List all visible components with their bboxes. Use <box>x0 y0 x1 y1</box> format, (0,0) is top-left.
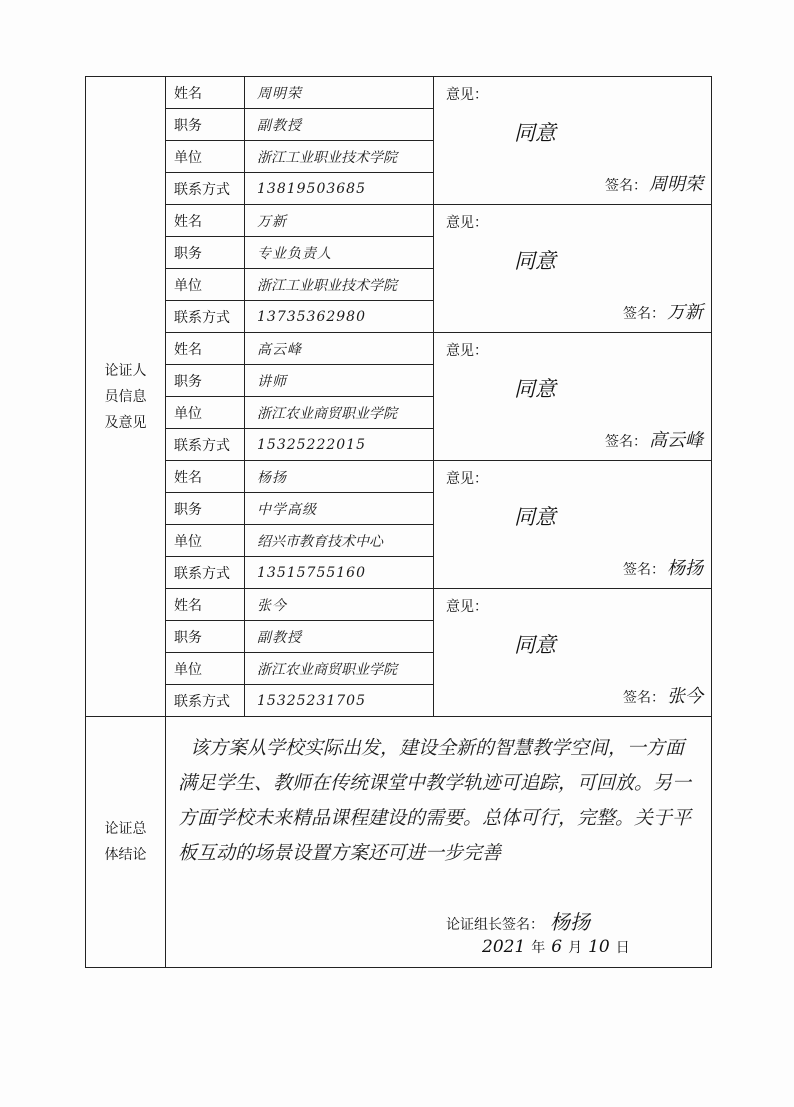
reviewer-contact: 15325231705 <box>245 685 434 717</box>
reviewer-unit-label: 单位 <box>166 141 245 173</box>
opinion-value: 同意 <box>514 377 556 401</box>
signature-label: 签名： <box>623 562 665 578</box>
reviewer-name-label: 姓名 <box>166 205 245 237</box>
conclusion-text: 该方案从学校实际出发，建设全新的智慧教学空间，一方面满足学生、教师在传统课堂中教学轨迹可追踪，可回放。另一方面学校未来精品课程建设的需要。总体可行，完整。关于平板互动的场景设置方案还可进一步完善 <box>178 737 692 864</box>
opinion-label: 意见： <box>446 215 488 231</box>
conclusion-cell <box>166 717 712 968</box>
opinion-label: 意见： <box>446 343 488 359</box>
signature-value: 周明荣 <box>649 174 703 195</box>
reviewer-contact-label: 联系方式 <box>166 173 245 205</box>
reviewer-contact: 13515755160 <box>245 557 434 589</box>
reviewer-name-label: 姓名 <box>166 77 245 109</box>
signature-label: 签名： <box>623 690 665 706</box>
reviewer-opinion-cell <box>434 589 712 717</box>
reviewer-2-row-name <box>86 205 712 237</box>
opinion-label: 意见： <box>446 471 488 487</box>
opinion-value: 同意 <box>514 505 556 529</box>
date-day: 10 <box>588 937 610 957</box>
signature-label: 签名： <box>605 178 647 194</box>
reviewer-3-row-name <box>86 333 712 365</box>
reviewer-title: 副教授 <box>245 109 434 141</box>
leader-signature-value: 杨扬 <box>550 910 590 934</box>
date-day-label: 日 <box>615 940 630 956</box>
date-month-label: 月 <box>568 940 583 956</box>
reviewer-title: 副教授 <box>245 621 434 653</box>
signature-line <box>623 554 703 580</box>
reviewer-name-label: 姓名 <box>166 589 245 621</box>
reviewer-name: 高云峰 <box>245 333 434 365</box>
opinion-value: 同意 <box>514 121 556 145</box>
reviewer-1-row-name <box>86 77 712 109</box>
reviewer-unit: 绍兴市教育技术中心 <box>245 525 434 557</box>
reviewer-title-label: 职务 <box>166 237 245 269</box>
reviewer-contact-label: 联系方式 <box>166 685 245 717</box>
reviewer-contact-label: 联系方式 <box>166 301 245 333</box>
reviewer-title-label: 职务 <box>166 621 245 653</box>
leader-signature-label: 论证组长签名： <box>446 917 544 933</box>
review-form-table <box>85 76 712 968</box>
reviewer-name: 周明荣 <box>245 77 434 109</box>
leader-signature-line <box>446 906 590 935</box>
reviewer-title: 专业负责人 <box>245 237 434 269</box>
reviewer-name: 张今 <box>245 589 434 621</box>
date-year: 2021 <box>482 937 526 957</box>
reviewer-name: 杨扬 <box>245 461 434 493</box>
reviewer-unit-label: 单位 <box>166 269 245 301</box>
opinion-label: 意见： <box>446 599 488 615</box>
reviewer-title-label: 职务 <box>166 493 245 525</box>
reviewer-title-label: 职务 <box>166 365 245 397</box>
reviewer-name-label: 姓名 <box>166 461 245 493</box>
signature-label: 签名： <box>623 306 665 322</box>
reviewer-contact: 13735362980 <box>245 301 434 333</box>
reviewer-4-row-name <box>86 461 712 493</box>
reviewer-unit: 浙江工业职业技术学院 <box>245 141 434 173</box>
reviewer-name: 万新 <box>245 205 434 237</box>
signature-value: 张今 <box>667 686 703 707</box>
reviewer-unit-label: 单位 <box>166 397 245 429</box>
signature-value: 杨扬 <box>667 558 703 579</box>
conclusion-date <box>476 937 630 957</box>
opinion-value: 同意 <box>514 633 556 657</box>
reviewer-opinion-cell <box>434 333 712 461</box>
reviewer-contact: 13819503685 <box>245 173 434 205</box>
reviewer-opinion-cell <box>434 77 712 205</box>
signature-line <box>623 298 703 324</box>
reviewer-unit-label: 单位 <box>166 525 245 557</box>
signature-value: 万新 <box>667 302 703 323</box>
signature-line <box>623 682 703 708</box>
reviewer-unit: 浙江农业商贸职业学院 <box>245 653 434 685</box>
reviewer-5-row-name <box>86 589 712 621</box>
opinion-label: 意见： <box>446 87 488 103</box>
signature-line <box>605 170 703 196</box>
reviewer-title-label: 职务 <box>166 109 245 141</box>
reviewer-title: 讲师 <box>245 365 434 397</box>
reviewer-opinion-cell <box>434 205 712 333</box>
reviewer-unit: 浙江农业商贸职业学院 <box>245 397 434 429</box>
reviewer-contact: 15325222015 <box>245 429 434 461</box>
date-month: 6 <box>551 937 563 957</box>
reviewer-opinion-cell <box>434 461 712 589</box>
date-year-label: 年 <box>531 940 546 956</box>
people-section-label: 论证人员信息及意见 <box>86 77 166 717</box>
reviewer-title: 中学高级 <box>245 493 434 525</box>
reviewer-name-label: 姓名 <box>166 333 245 365</box>
reviewer-unit: 浙江工业职业技术学院 <box>245 269 434 301</box>
conclusion-row <box>86 717 712 968</box>
signature-line <box>605 426 703 452</box>
reviewer-unit-label: 单位 <box>166 653 245 685</box>
opinion-value: 同意 <box>514 249 556 273</box>
signature-value: 高云峰 <box>649 430 703 451</box>
reviewer-contact-label: 联系方式 <box>166 429 245 461</box>
reviewer-contact-label: 联系方式 <box>166 557 245 589</box>
signature-label: 签名： <box>605 434 647 450</box>
conclusion-section-label: 论证总体结论 <box>86 717 166 968</box>
